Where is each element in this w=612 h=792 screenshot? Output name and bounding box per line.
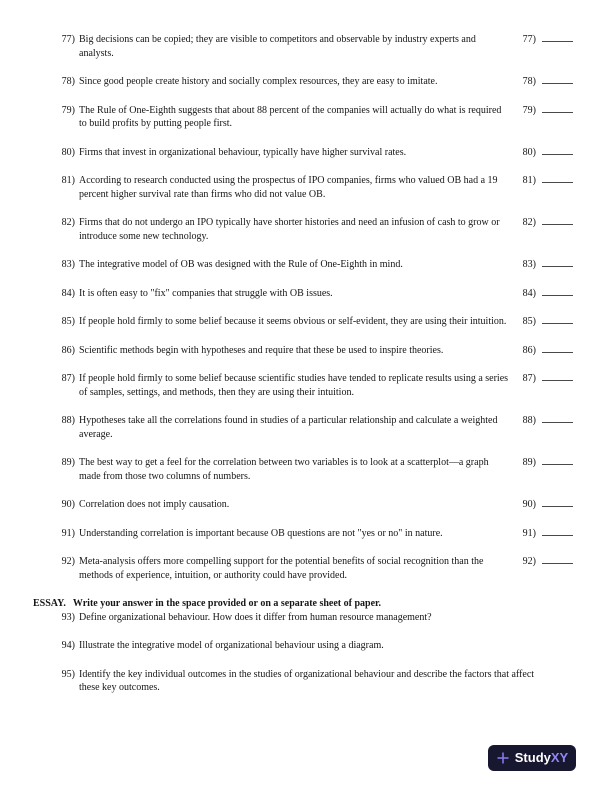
answer-blank-line	[542, 37, 573, 42]
question-row	[33, 216, 573, 243]
question-number: 78)	[61, 76, 75, 87]
question-text: Meta-analysis offers more compelling support for the potential benefits of social recognition than the methods of experience, intuition, or authority could have provided.	[79, 556, 484, 581]
question-number: 80)	[61, 146, 75, 158]
question-number: 85)	[61, 316, 75, 327]
question-number: 79)	[61, 104, 75, 116]
question-text: Scientific methods begin with hypotheses and require that these be used to inspire theories.	[79, 344, 444, 356]
question-number: 89)	[61, 457, 75, 468]
question-row	[33, 174, 573, 201]
question-text: Big decisions can be copied; they are visible to competitors and observable by industry experts and analysts.	[79, 34, 476, 59]
question-text: Firms that do not undergo an IPO typically have shorter histories and need an infusion of cash to grow or introduce some new technology.	[79, 217, 500, 242]
answer-blank-line	[542, 150, 573, 155]
question-row	[33, 498, 573, 512]
essay-question-row	[33, 611, 573, 625]
question-text: The Rule of One-Eighth suggests that about 88 percent of the companies will actually do what is required to build profits by putting people first.	[79, 104, 502, 129]
question-row	[33, 414, 573, 441]
answer-slot	[509, 75, 573, 89]
answer-slot	[509, 414, 573, 441]
answer-slot	[509, 287, 573, 301]
question-row	[33, 344, 573, 358]
answer-number: 89)	[522, 457, 536, 468]
question-row	[33, 33, 573, 60]
question-text: The integrative model of OB was designed with the Rule of One-Eighth in mind.	[79, 259, 403, 270]
essay-instruction: Write your answer in the space provided or on a separate sheet of paper.	[72, 598, 382, 609]
question-number: 93)	[61, 611, 75, 623]
answer-number: 87)	[522, 373, 536, 384]
answer-number: 90)	[522, 499, 536, 510]
answer-number: 92)	[522, 556, 536, 567]
answer-blank-line	[542, 559, 573, 564]
answer-blank-line	[542, 531, 573, 536]
essay-question-list	[33, 611, 573, 695]
answer-slot	[509, 174, 573, 201]
question-text: It is often easy to "fix" companies that struggle with OB issues.	[79, 287, 333, 299]
question-number: 90)	[61, 499, 75, 510]
question-text: Illustrate the integrative model of organizational behaviour using a diagram.	[79, 640, 384, 651]
question-number: 94)	[61, 640, 75, 651]
answer-number: 91)	[522, 527, 536, 539]
question-number: 77)	[61, 34, 75, 45]
answer-number: 83)	[522, 259, 536, 270]
question-row	[33, 315, 573, 329]
question-row	[33, 258, 573, 272]
answer-blank-line	[542, 502, 573, 507]
answer-number: 84)	[522, 287, 536, 299]
answer-slot	[509, 315, 573, 329]
question-row	[33, 287, 573, 301]
question-row	[33, 146, 573, 160]
answer-number: 81)	[522, 175, 536, 186]
question-text: Understanding correlation is important because OB questions are not "yes or no" in nature.	[79, 527, 443, 539]
essay-section	[33, 597, 573, 695]
question-row	[33, 75, 573, 89]
question-text: The best way to get a feel for the correlation between two variables is to look at a scatterplot—a graph made from those two columns of numbers.	[79, 457, 489, 482]
answer-slot	[509, 555, 573, 582]
answer-blank-line	[542, 376, 573, 381]
question-row	[33, 456, 573, 483]
answer-slot	[509, 216, 573, 243]
question-text: Hypotheses take all the correlations found in studies of a particular relationship and calculate a weighted average.	[79, 415, 498, 440]
answer-blank-line	[542, 220, 573, 225]
question-number: 86)	[61, 344, 75, 356]
answer-slot	[509, 146, 573, 160]
answer-blank-line	[542, 262, 573, 267]
question-number: 83)	[61, 259, 75, 270]
answer-slot	[509, 104, 573, 131]
answer-blank-line	[542, 460, 573, 465]
question-number: 95)	[61, 668, 75, 680]
answer-number: 77)	[522, 34, 536, 45]
question-text: If people hold firmly to some belief because it seems obvious or self-evident, they are using their intuition.	[79, 316, 507, 327]
question-text: If people hold firmly to some belief because scientific studies have tended to replicate results using a series of samples, settings, and methods, then they are using their intuition.	[79, 373, 509, 398]
studyxy-logo[interactable]	[488, 745, 576, 771]
question-number: 81)	[61, 175, 75, 186]
logo-text-xy: XY	[550, 750, 569, 766]
answer-slot	[509, 33, 573, 60]
answer-number: 85)	[522, 316, 536, 327]
essay-label: ESSAY.	[33, 598, 66, 609]
answer-slot	[509, 372, 573, 399]
question-number: 87)	[61, 373, 75, 384]
plus-icon	[496, 751, 510, 765]
answer-number: 78)	[522, 76, 536, 87]
answer-blank-line	[542, 79, 573, 84]
question-row	[33, 104, 573, 131]
essay-heading	[33, 597, 573, 611]
answer-blank-line	[542, 348, 573, 353]
question-number: 84)	[61, 287, 75, 299]
answer-blank-line	[542, 418, 573, 423]
answer-blank-line	[542, 319, 573, 324]
question-number: 88)	[61, 415, 75, 426]
essay-question-row	[33, 639, 573, 653]
essay-question-row	[33, 668, 573, 695]
answer-slot	[509, 498, 573, 512]
answer-slot	[509, 344, 573, 358]
answer-number: 80)	[522, 146, 536, 158]
question-text: Define organizational behaviour. How does it differ from human resource management?	[79, 611, 432, 623]
question-row	[33, 527, 573, 541]
question-text: Since good people create history and socially complex resources, they are easy to imitate.	[79, 76, 438, 87]
question-number: 82)	[61, 217, 75, 228]
question-text: According to research conducted using the prospectus of IPO companies, firms who valued OB had a 19 percent higher survival rate than firms who did not value OB.	[79, 175, 498, 200]
answer-number: 86)	[522, 344, 536, 356]
answer-number: 79)	[522, 104, 536, 116]
answer-slot	[509, 456, 573, 483]
answer-number: 82)	[522, 217, 536, 228]
answer-blank-line	[542, 108, 573, 113]
logo-wordmark	[515, 751, 568, 765]
answer-slot	[509, 527, 573, 541]
answer-blank-line	[542, 291, 573, 296]
logo-text-study: Study	[514, 750, 551, 766]
answer-blank-line	[542, 178, 573, 183]
question-row	[33, 372, 573, 399]
question-number: 92)	[61, 556, 75, 567]
true-false-question-list	[33, 33, 573, 582]
answer-slot	[509, 258, 573, 272]
question-text: Identify the key individual outcomes in the studies of organizational behaviour and describe the factors that affect these key outcomes.	[79, 668, 535, 693]
question-row	[33, 555, 573, 582]
question-text: Firms that invest in organizational behaviour, typically have higher survival rates.	[79, 146, 407, 158]
question-number: 91)	[61, 527, 75, 539]
answer-number: 88)	[522, 415, 536, 426]
question-text: Correlation does not imply causation.	[79, 499, 230, 510]
